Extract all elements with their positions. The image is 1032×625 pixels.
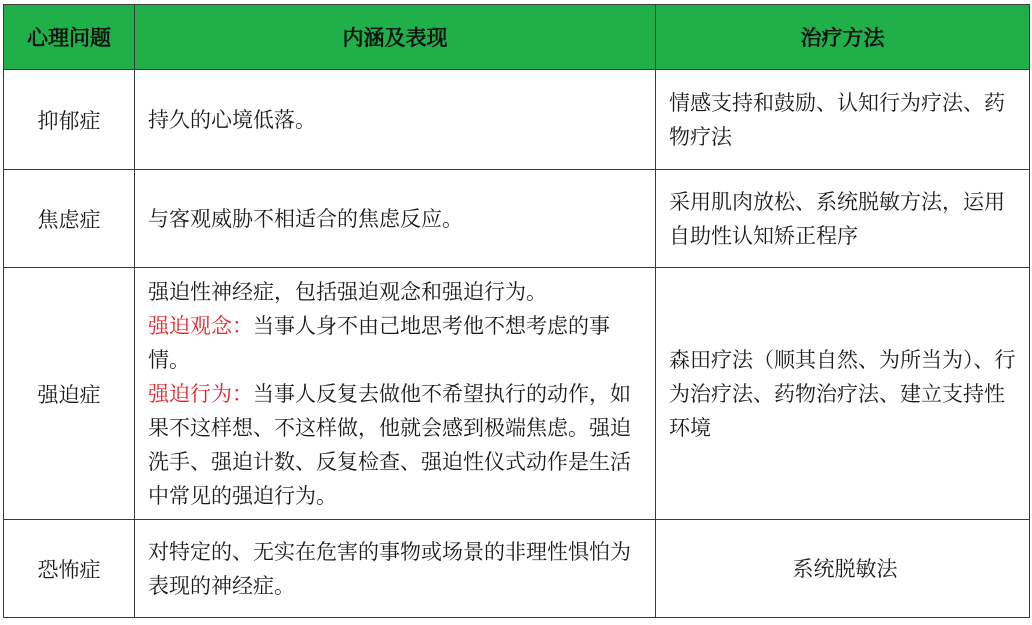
header-problem: 心理问题	[4, 5, 135, 70]
description-cell	[135, 70, 656, 170]
table-row	[4, 170, 1030, 268]
treatment-text: 采用肌肉放松、系统脱敏方法，运用自助性认知矫正程序	[669, 189, 1005, 248]
compulsion-label: 强迫行为：	[148, 381, 253, 406]
treatment-cell	[656, 70, 1030, 170]
obsession-label: 强迫观念：	[148, 313, 253, 338]
treatment-cell	[656, 268, 1030, 520]
description-text: 对特定的、无实在危害的事物或场景的非理性惧怕为表现的神经症。	[148, 539, 631, 598]
description-text: 与客观威胁不相适合的焦虑反应。	[148, 206, 463, 231]
psychology-table	[3, 4, 1030, 618]
compulsion-text: 当事人反复去做他不希望执行的动作，如果不这样想、不这样做，他就会感到极端焦虑。强迫洗手、强迫计数、反复检查、强迫性仪式动作是生活中常见的强迫行为。	[148, 381, 631, 508]
table-row	[4, 520, 1030, 618]
header-description: 内涵及表现	[135, 5, 656, 70]
treatment-text: 系统脱敏法	[792, 556, 898, 581]
problem-cell: 恐怖症	[4, 520, 135, 618]
table-row	[4, 268, 1030, 520]
description-cell	[135, 520, 656, 618]
description-intro: 强迫性神经症，包括强迫观念和强迫行为。	[148, 279, 547, 304]
header-treatment: 治疗方法	[656, 5, 1030, 70]
description-cell	[135, 170, 656, 268]
treatment-text: 情感支持和鼓励、认知行为疗法、药物疗法	[669, 90, 1005, 149]
obsession-text: 当事人身不由己地思考他不想考虑的事情。	[148, 313, 610, 372]
treatment-cell	[656, 520, 1030, 618]
table-header-row	[4, 5, 1030, 70]
problem-cell: 强迫症	[4, 268, 135, 520]
problem-cell: 抑郁症	[4, 70, 135, 170]
treatment-cell	[656, 170, 1030, 268]
treatment-text: 森田疗法（顺其自然、为所当为）、行为治疗法、药物治疗法、建立支持性环境	[669, 347, 1016, 440]
table-row	[4, 70, 1030, 170]
description-text: 持久的心境低落。	[148, 107, 316, 132]
description-cell	[135, 268, 656, 520]
description-text	[135, 275, 655, 513]
problem-cell: 焦虑症	[4, 170, 135, 268]
